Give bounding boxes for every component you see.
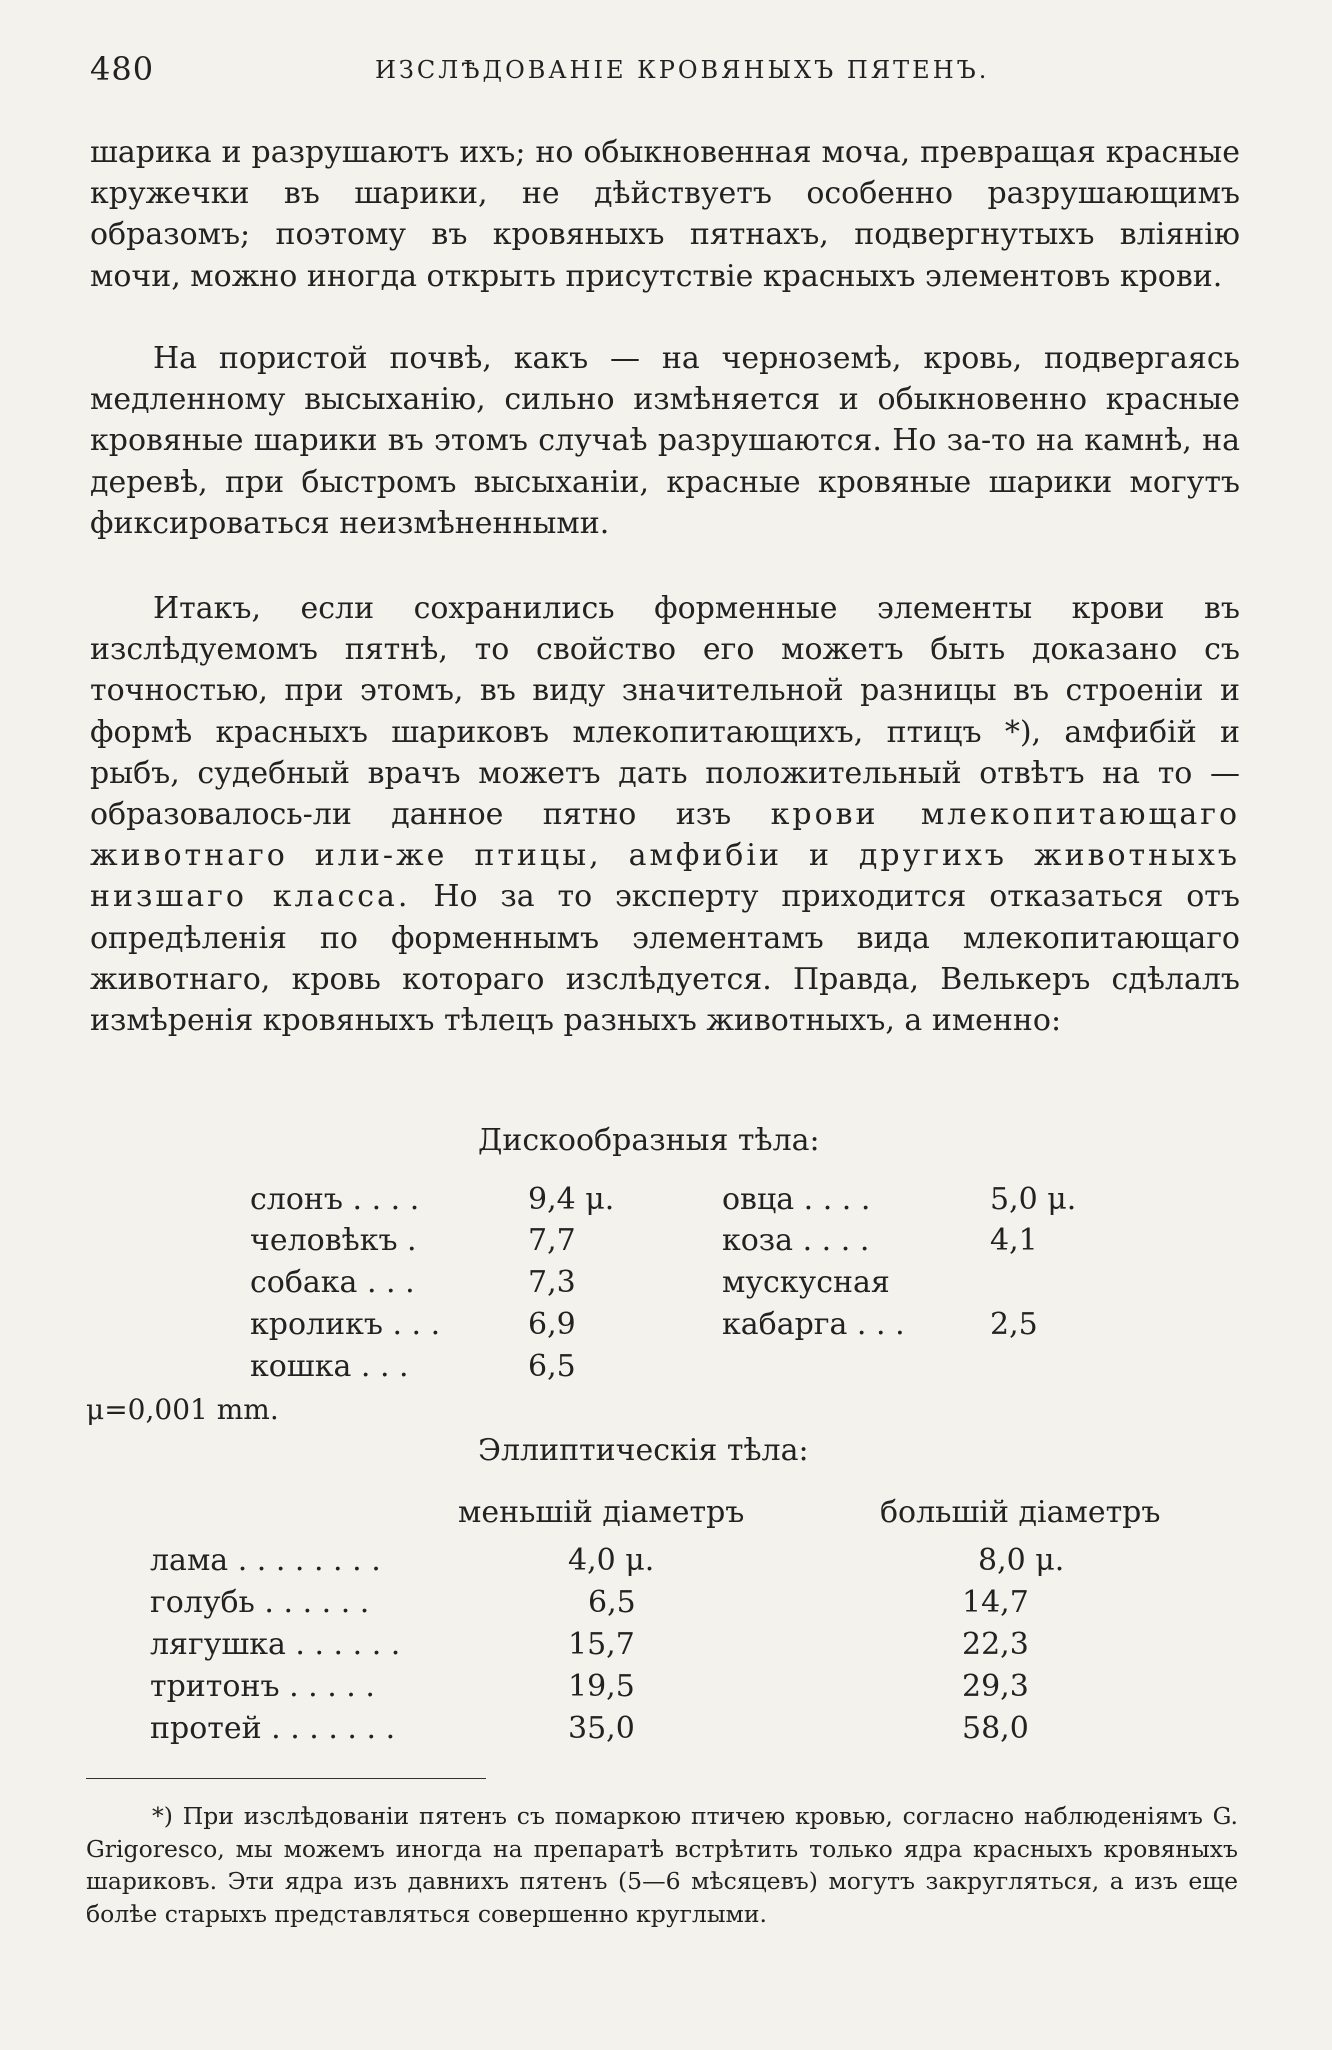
paragraph-3 (90, 588, 1240, 1041)
max-diameter: 22,3 (962, 1627, 1029, 1662)
page-number: 480 (90, 50, 155, 88)
paragraph-3-emphasis: крови млекопитающаго животнаго или-же птицы, амфибіи и другихъ животныхъ низшаго класса. (90, 797, 1241, 915)
min-diameter: 35,0 (568, 1711, 635, 1746)
animal-label: слонъ . . . . (250, 1182, 420, 1217)
min-diameter: 6,5 (588, 1585, 636, 1620)
max-diameter: 29,3 (962, 1669, 1029, 1704)
max-diameter: 14,7 (962, 1585, 1029, 1620)
min-diameter: 19,5 (568, 1669, 635, 1704)
size-value: 9,4 μ. (528, 1182, 615, 1217)
max-diameter: 8,0 μ. (978, 1543, 1065, 1578)
discoid-table-title: Дискообразныя тѣла: (478, 1123, 820, 1158)
paragraph-1: шарика и разрушаютъ ихъ; но обыкновенная моча, превращая красные кружечки въ шарики, не дѣйствуетъ особенно разрушающимъ образомъ; поэтому въ кровяныхъ пятнахъ, подвергнутыхъ вліянію мочи, можно иногда открыть присутствіе красныхъ элементовъ крови. (90, 135, 1240, 294)
size-value: 6,9 (528, 1307, 576, 1342)
animal-label: коза . . . . (722, 1223, 870, 1258)
size-value: 4,1 (990, 1223, 1038, 1258)
animal-label: человѣкъ . (250, 1223, 417, 1258)
paragraph-3-start: Итакъ, если сохранились форменные элементы крови въ изслѣдуемомъ пятнѣ, то свойство его можетъ быть доказано съ точностью, при этомъ, въ виду значительной разницы въ строеніи и формѣ красныхъ шариковъ млекопитающихъ, птицъ *), амфибій и рыбъ, судебный врачъ можетъ дать положительный отвѣтъ на то — образовалось-ли данное пятно изъ (90, 591, 1240, 833)
paragraph-2: На пористой почвѣ, какъ — на черноземѣ, кровь, подвергаясь медленному высыханію, сильно измѣняется и обыкновенно красные кровяные шарики въ этомъ случаѣ разрушаются. Но за-то на камнѣ, на деревѣ, при быстромъ высыханіи, красные кровяные шарики могутъ фиксироваться неизмѣненными. (90, 341, 1240, 541)
size-value: 2,5 (990, 1307, 1038, 1342)
column-header-min: меньшій діаметръ (458, 1495, 745, 1530)
animal-label: лягушка . . . . . . (150, 1627, 401, 1662)
max-diameter: 58,0 (962, 1711, 1029, 1746)
animal-label: протей . . . . . . . (150, 1711, 396, 1746)
animal-label: лама . . . . . . . . (150, 1543, 381, 1578)
min-diameter: 4,0 μ. (568, 1543, 655, 1578)
footnote: *) При изслѣдованіи пятенъ съ помаркою птичею кровью, согласно наблюденіямъ G. Grigorescо, мы можемъ иногда на препаратѣ встрѣтить только ядра красныхъ кровяныхъ шариковъ. Эти ядра изъ давнихъ пятенъ (5—6 мѣсяцевъ) могутъ закругляться, а изъ еще болѣе старыхъ представляться совершенно круглыми. (86, 1802, 1238, 1928)
paragraph-3-end: Но за то эксперту приходится отказаться отъ опредѣленія по форменнымъ элементамъ вида млекопитающаго животнаго, кровь котораго изслѣдуется. Правда, Велькеръ сдѣлалъ измѣренія кровяныхъ тѣлецъ разныхъ животныхъ, а именно: (90, 879, 1240, 1039)
animal-label: овца . . . . (722, 1182, 871, 1217)
min-diameter: 15,7 (568, 1627, 635, 1662)
animal-label: тритонъ . . . . . (150, 1669, 375, 1704)
animal-label: собака . . . (250, 1265, 415, 1300)
size-value: 7,7 (528, 1223, 576, 1258)
animal-label: кабарга . . . (722, 1307, 905, 1342)
animal-label: мускусная (722, 1265, 890, 1300)
size-value: 5,0 μ. (990, 1182, 1077, 1217)
footnote-divider (86, 1778, 486, 1779)
running-title: ИЗСЛѢДОВАНІЕ КРОВЯНЫХЪ ПЯТЕНЪ. (375, 56, 990, 84)
animal-label: кошка . . . (250, 1349, 409, 1384)
column-header-max: большій діаметръ (880, 1495, 1161, 1530)
elliptic-table-title: Эллиптическія тѣла: (478, 1433, 809, 1468)
size-value: 7,3 (528, 1265, 576, 1300)
size-value: 6,5 (528, 1349, 576, 1384)
animal-label: кроликъ . . . (250, 1307, 441, 1342)
page-header (90, 50, 1240, 90)
unit-note: μ=0,001 mm. (86, 1393, 279, 1426)
animal-label: голубь . . . . . . (150, 1585, 370, 1620)
